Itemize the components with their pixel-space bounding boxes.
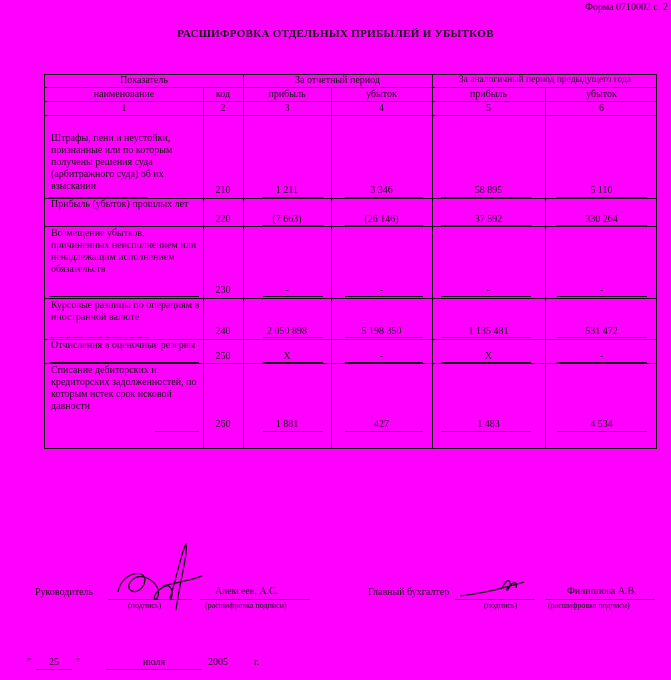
header-period-current: За отчетный период bbox=[295, 75, 380, 86]
date-year: 2005 bbox=[208, 657, 228, 668]
date-month: июля bbox=[142, 657, 166, 668]
value-cell: - bbox=[599, 351, 604, 362]
value-cell: 58 895 bbox=[474, 185, 503, 196]
date-year-suffix: г. bbox=[254, 657, 260, 668]
row-code: 240 bbox=[215, 326, 231, 337]
header-indicator: Показатель bbox=[120, 75, 168, 86]
row-name-220: Прибыль (убыток) прошлых лет bbox=[51, 199, 189, 210]
value-cell: - bbox=[379, 285, 384, 296]
accountant-name-caption: (расшифровка подписи) bbox=[548, 601, 630, 610]
accountant-signature bbox=[458, 576, 528, 601]
date-quote-close: " bbox=[76, 657, 81, 668]
row-name-250: Отчисления в оценочные резервы bbox=[51, 340, 196, 351]
accountant-name: Филиппова А.В. bbox=[567, 586, 637, 597]
value-cell: - bbox=[379, 351, 384, 362]
value-cell: 330 264 bbox=[585, 214, 618, 225]
value-cell: 37 592 bbox=[474, 214, 503, 225]
header-name: наименование bbox=[93, 89, 155, 100]
header-prev-profit: прибыль bbox=[469, 89, 508, 100]
value-cell: 1 881 bbox=[275, 419, 299, 430]
value-cell: 5 110 bbox=[590, 185, 613, 196]
value-cell: 5 198 350 bbox=[361, 326, 402, 337]
head-name: Алексеев, А.С. bbox=[215, 586, 279, 597]
value-cell: - bbox=[486, 285, 491, 296]
value-cell: 427 bbox=[374, 419, 389, 430]
head-sign-caption: (подпись) bbox=[128, 601, 162, 610]
col-number-2: 2 bbox=[220, 103, 226, 114]
form-number: Форма 0710002 с. 2 bbox=[585, 2, 668, 13]
row-code: 230 bbox=[215, 285, 231, 296]
value-cell: Х bbox=[283, 351, 291, 362]
row-code: 220 bbox=[215, 214, 231, 225]
head-label: Руководитель bbox=[35, 587, 94, 598]
row-name-240: Курсовые разницы по операциям в иностранной валюте bbox=[51, 300, 200, 323]
value-cell: (26 146) bbox=[364, 214, 399, 225]
date-quote-open: " bbox=[27, 657, 32, 668]
header-cur-loss: убыток bbox=[366, 89, 397, 100]
col-number-6: 6 bbox=[599, 103, 604, 114]
page-title: РАСШИФРОВКА ОТДЕЛЬНЫХ ПРИБЫЛЕЙ И УБЫТКОВ bbox=[177, 28, 494, 40]
value-cell: - bbox=[285, 285, 289, 296]
row-name-230: Возмещение убытков, причиненных неисполнением или ненадлежащим исполнением обязательств bbox=[51, 228, 197, 275]
head-name-caption: (расшифровка подписи) bbox=[205, 601, 287, 610]
row-name-260: Списание дебиторских и кредиторских задолженностей, по которым истек срок исковой давности bbox=[51, 365, 197, 412]
header-code: код bbox=[215, 89, 231, 100]
col-number-5: 5 bbox=[486, 103, 491, 114]
row-code: 210 bbox=[215, 185, 231, 196]
col-number-1: 1 bbox=[121, 103, 127, 114]
header-cur-profit: прибыль bbox=[268, 89, 306, 100]
value-cell: 4 534 bbox=[590, 419, 613, 430]
value-cell: 531 472 bbox=[585, 326, 618, 337]
col-number-3: 3 bbox=[284, 103, 290, 114]
value-cell: 2 050 898 bbox=[267, 326, 307, 337]
head-signature bbox=[110, 540, 205, 615]
row-code: 250 bbox=[215, 351, 231, 362]
row-code: 260 bbox=[215, 419, 231, 430]
value-cell: 1 135 481 bbox=[468, 326, 509, 337]
accountant-sign-caption: (подпись) bbox=[484, 601, 518, 610]
accountant-label: Главный бухгалтер bbox=[368, 587, 450, 598]
breakdown-table bbox=[44, 74, 657, 449]
value-cell: - bbox=[599, 285, 604, 296]
value-cell: 1 211 bbox=[275, 185, 299, 196]
header-prev-loss: убыток bbox=[586, 89, 617, 100]
header-period-previous: За аналогичный период предыдущего года bbox=[458, 75, 632, 85]
value-cell: 1 483 bbox=[477, 419, 500, 430]
value-cell: (7 663) bbox=[272, 214, 302, 225]
value-cell: 3 346 bbox=[370, 185, 393, 196]
col-number-4: 4 bbox=[379, 103, 384, 114]
value-cell: Х bbox=[484, 351, 493, 362]
date-day: 25 bbox=[49, 657, 59, 668]
row-name-210: Штрафы, пени и неустойки, признанные или по которым получены решения суда (арбитражного суда) об их взыскании bbox=[51, 133, 173, 192]
